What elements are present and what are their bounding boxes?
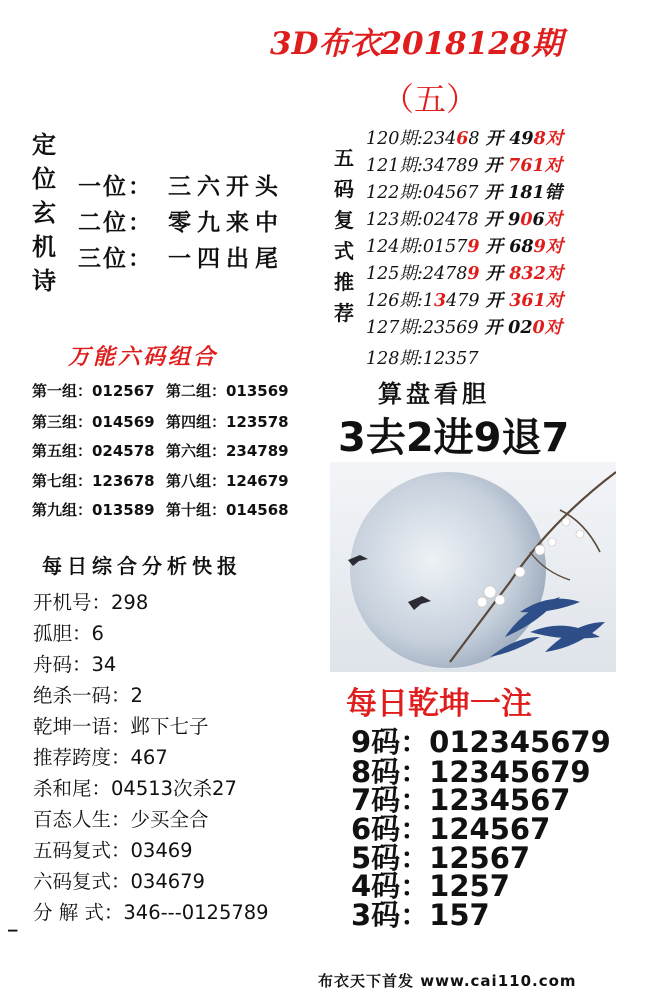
group-item: 第二组：013569 <box>166 382 289 400</box>
history-period: 121期: <box>366 156 423 176</box>
report-row: 开机号：298 <box>33 591 149 614</box>
history-period: 127期: <box>366 318 423 338</box>
report-row: 分 解 式：346---0125789 <box>33 901 269 924</box>
history-code: 34789 <box>422 156 479 176</box>
history-label <box>334 143 358 329</box>
history-open: 9 <box>508 210 521 230</box>
report-title: 每日综合分析快报 <box>42 554 242 578</box>
history-code-hit: 9 <box>467 237 480 257</box>
report-row: 绝杀一码：2 <box>33 684 143 707</box>
history-code: 1 <box>422 291 434 311</box>
history-period: 126期: <box>366 291 423 311</box>
group-item: 第十组：014568 <box>166 501 289 519</box>
group-item: 第九组：013589 <box>32 501 155 519</box>
history-open-label: 开 <box>478 183 509 203</box>
verse-heading-char: 玄 <box>32 198 56 227</box>
history-result: 错 <box>544 183 563 203</box>
history-code: 234 <box>422 129 457 149</box>
history-open-hit: 832 <box>509 264 546 284</box>
group-item: 第一组：012567 <box>32 382 155 400</box>
group-item: 第五组：024578 <box>32 442 155 460</box>
group-item: 第三组：014569 <box>32 413 155 431</box>
history-open-hit: 9 <box>533 237 546 257</box>
verse-line <box>78 168 284 201</box>
code-row: 5码：12567 <box>351 841 531 875</box>
history-period: 120期: <box>366 129 423 149</box>
verse-pos: 一位： <box>78 173 153 200</box>
history-open-hit: 361 <box>509 291 546 311</box>
history-label-char: 复 <box>334 208 354 232</box>
verse-heading <box>32 128 62 298</box>
page-subtitle: （五） <box>382 80 479 118</box>
history-label-char: 推 <box>334 270 354 294</box>
group-row <box>32 499 289 520</box>
footer-credit: 布衣天下首发 www.cai110.com <box>318 972 577 990</box>
history-label-char: 码 <box>334 177 354 201</box>
history-code: 12357 <box>422 349 479 369</box>
history-row <box>366 152 562 177</box>
history-result: 对 <box>545 264 564 284</box>
history-label-char: 式 <box>334 239 354 263</box>
history-open-hit: 0 <box>520 210 533 230</box>
history-period: 125期: <box>366 264 423 284</box>
history-open-label: 开 <box>478 318 509 338</box>
code-row: 3码：157 <box>351 898 490 932</box>
history-code: 02478 <box>422 210 479 230</box>
report-row: 孤胆：6 <box>33 622 104 645</box>
history-code-hit: 9 <box>467 264 480 284</box>
group-row <box>32 470 289 491</box>
report-row: 推荐跨度：467 <box>33 746 168 769</box>
history-code: 8 <box>468 129 480 149</box>
report-row: 百态人生：少买全合 <box>33 808 209 831</box>
history-open-hit: 0 <box>532 318 545 338</box>
qiankun-title: 每日乾坤一注 <box>346 686 532 722</box>
corner-mark: ▔ <box>8 930 18 944</box>
history-open: 6 <box>532 210 545 230</box>
history-period: 128期: <box>366 349 423 369</box>
history-code-hit: 6 <box>456 129 469 149</box>
verse-heading-char: 诗 <box>32 266 56 295</box>
verse-heading-char: 定 <box>32 130 56 159</box>
verse-pos: 三位： <box>78 245 153 272</box>
jian-title: 算盘看胆 <box>378 379 490 408</box>
history-label-char: 五 <box>334 146 354 170</box>
code-row: 9码：012345679 <box>351 725 611 759</box>
history-result: 对 <box>545 237 564 257</box>
report-row: 乾坤一语：邺下七子 <box>33 715 209 738</box>
history-row <box>366 179 562 204</box>
code-row: 4码：1257 <box>351 869 510 903</box>
history-open-label: 开 <box>478 210 509 230</box>
group-item: 第四组：123578 <box>166 413 289 431</box>
history-open: 181 <box>508 183 545 203</box>
decorative-painting <box>330 462 616 672</box>
verse-pos: 二位： <box>78 209 153 236</box>
report-row: 杀和尾：04513次杀27 <box>33 777 237 800</box>
group-item: 第八组：124679 <box>166 472 289 490</box>
history-row <box>366 233 563 258</box>
history-code-hit: 3 <box>433 291 447 311</box>
group-item: 第七组：123678 <box>32 472 155 490</box>
verse-text: 一四出尾 <box>168 245 284 272</box>
history-open-hit: 761 <box>508 156 545 176</box>
code-row: 8码：12345679 <box>351 755 591 789</box>
history-open-label: 开 <box>479 264 510 284</box>
verse-text: 零九来中 <box>168 209 284 236</box>
page-title: 3D布衣2018128期 <box>270 26 563 62</box>
history-label-char: 荐 <box>334 301 354 325</box>
history-open-label: 开 <box>479 237 510 257</box>
verse-line <box>78 240 284 273</box>
report-row: 五码复式：03469 <box>33 839 193 862</box>
history-result: 对 <box>544 210 563 230</box>
report-row: 舟码：34 <box>33 653 117 676</box>
history-period: 124期: <box>366 237 423 257</box>
verse-heading-char: 位 <box>32 164 56 193</box>
history-code: 0157 <box>422 237 468 257</box>
code-row: 7码：1234567 <box>351 783 571 817</box>
history-row <box>366 125 563 150</box>
history-open-hit: 8 <box>533 129 546 149</box>
history-open-label: 开 <box>478 156 509 176</box>
history-open: 49 <box>509 129 534 149</box>
group-item: 第六组：234789 <box>166 442 289 460</box>
history-result: 对 <box>544 156 563 176</box>
history-result: 对 <box>545 291 564 311</box>
verse-line <box>78 204 284 237</box>
history-open: 68 <box>509 237 534 257</box>
history-code: 23569 <box>422 318 479 338</box>
history-result: 对 <box>545 129 564 149</box>
history-row <box>366 314 562 339</box>
history-code: 04567 <box>422 183 479 203</box>
history-row <box>366 345 478 370</box>
history-row <box>366 206 562 231</box>
history-open-label: 开 <box>479 129 510 149</box>
history-period: 123期: <box>366 210 423 230</box>
group-row <box>32 411 289 432</box>
jian-value: 3去2进9退7 <box>338 415 570 461</box>
history-row <box>366 260 563 285</box>
history-code: 479 <box>446 291 480 311</box>
history-code: 2478 <box>422 264 468 284</box>
six-code-title: 万能六码组合 <box>68 345 219 370</box>
history-row <box>366 287 563 312</box>
history-period: 122期: <box>366 183 423 203</box>
group-row <box>32 440 289 461</box>
history-result: 对 <box>544 318 563 338</box>
verse-text: 三六开头 <box>168 173 284 200</box>
report-row: 六码复式：034679 <box>33 870 205 893</box>
code-row: 6码：124567 <box>351 812 551 846</box>
verse-heading-char: 机 <box>32 232 56 261</box>
history-open-label: 开 <box>479 291 510 311</box>
group-row <box>32 380 289 401</box>
history-open: 02 <box>508 318 533 338</box>
